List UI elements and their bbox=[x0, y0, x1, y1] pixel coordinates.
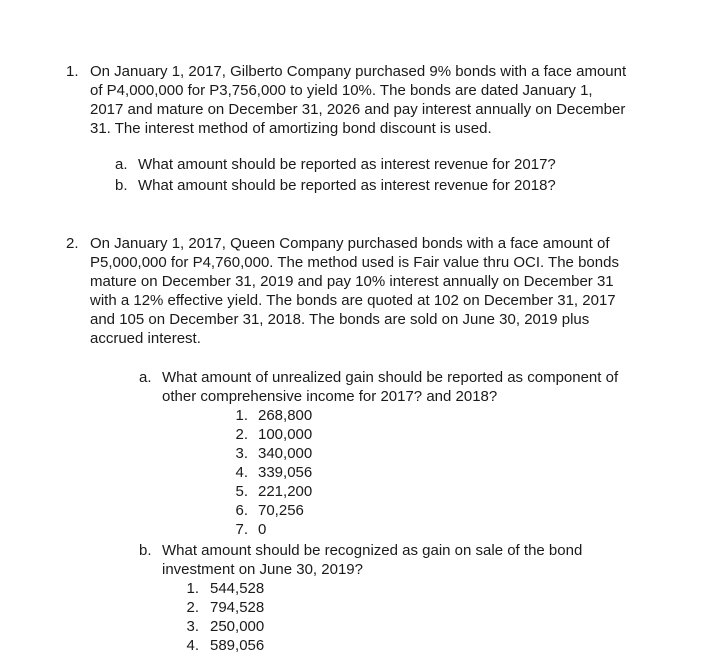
q1-line-1: On January 1, 2017, Gilberto Company purchased 9% bonds with a face amount bbox=[90, 63, 627, 80]
q2-a-option-4-number: 4. bbox=[235, 464, 248, 481]
q2-a-option-7-number: 7. bbox=[235, 521, 248, 538]
q2-sub-a-line-1: What amount of unrealized gain should be reported as component of bbox=[162, 369, 619, 386]
q2-b-option-4-value: 589,056 bbox=[210, 637, 265, 654]
q2-a-option-1-number: 1. bbox=[235, 407, 248, 424]
q2-a-option-3-number: 3. bbox=[235, 445, 248, 462]
q2-a-option-6-number: 6. bbox=[235, 502, 248, 519]
q2-sub-a-line-2: other comprehensive income for 2017? and 2018? bbox=[162, 388, 498, 405]
q2-b-option-3-number: 3. bbox=[186, 618, 199, 635]
q2-line-4: with a 12% effective yield. The bonds are quoted at 102 on December 31, 2017 bbox=[90, 292, 616, 309]
q2-a-option-5-value: 221,200 bbox=[258, 483, 313, 500]
q2-a-option-2-value: 100,000 bbox=[258, 426, 313, 443]
q2-sub-b-line-1: What amount should be recognized as gain on sale of the bond bbox=[162, 542, 583, 559]
q2-a-option-3-value: 340,000 bbox=[258, 445, 313, 462]
q2-b-option-4-number: 4. bbox=[186, 637, 199, 654]
q2-line-5: and 105 on December 31, 2018. The bonds are sold on June 30, 2019 plus bbox=[90, 311, 590, 328]
q1-number: 1. bbox=[66, 63, 79, 80]
q1-line-2: of P4,000,000 for P3,756,000 to yield 10%. The bonds are dated January 1, bbox=[90, 82, 593, 99]
q2-a-option-1-value: 268,800 bbox=[258, 407, 313, 424]
q2-number: 2. bbox=[66, 235, 79, 252]
q2-b-option-1-value: 544,528 bbox=[210, 580, 265, 597]
q1-sub-b-text: What amount should be reported as interest revenue for 2018? bbox=[138, 177, 556, 194]
q2-a-option-2-number: 2. bbox=[235, 426, 248, 443]
q2-sub-b-line-2: investment on June 30, 2019? bbox=[162, 561, 363, 578]
q2-line-1: On January 1, 2017, Queen Company purchased bonds with a face amount of bbox=[90, 235, 610, 252]
q1-sub-b-letter: b. bbox=[115, 177, 128, 194]
q2-b-option-2-value: 794,528 bbox=[210, 599, 265, 616]
q2-b-option-3-value: 250,000 bbox=[210, 618, 265, 635]
q2-a-option-5-number: 5. bbox=[235, 483, 248, 500]
q2-sub-b-letter: b. bbox=[139, 542, 152, 559]
q2-a-option-7-value: 0 bbox=[258, 521, 267, 538]
q1-sub-a-letter: a. bbox=[115, 156, 128, 173]
q1-line-4: 31. The interest method of amortizing bond discount is used. bbox=[90, 120, 492, 137]
q1-sub-a-text: What amount should be reported as interest revenue for 2017? bbox=[138, 156, 556, 173]
q2-b-option-2-number: 2. bbox=[186, 599, 199, 616]
q2-line-2: P5,000,000 for P4,760,000. The method used is Fair value thru OCI. The bonds bbox=[90, 254, 619, 271]
q2-line-3: mature on December 31, 2019 and pay 10% interest annually on December 31 bbox=[90, 273, 614, 290]
q2-line-6: accrued interest. bbox=[90, 330, 201, 347]
q2-sub-a-letter: a. bbox=[139, 369, 152, 386]
q2-a-option-6-value: 70,256 bbox=[258, 502, 304, 519]
q1-line-3: 2017 and mature on December 31, 2026 and pay interest annually on December bbox=[90, 101, 626, 118]
q2-b-option-1-number: 1. bbox=[186, 580, 199, 597]
q2-a-option-4-value: 339,056 bbox=[258, 464, 313, 481]
